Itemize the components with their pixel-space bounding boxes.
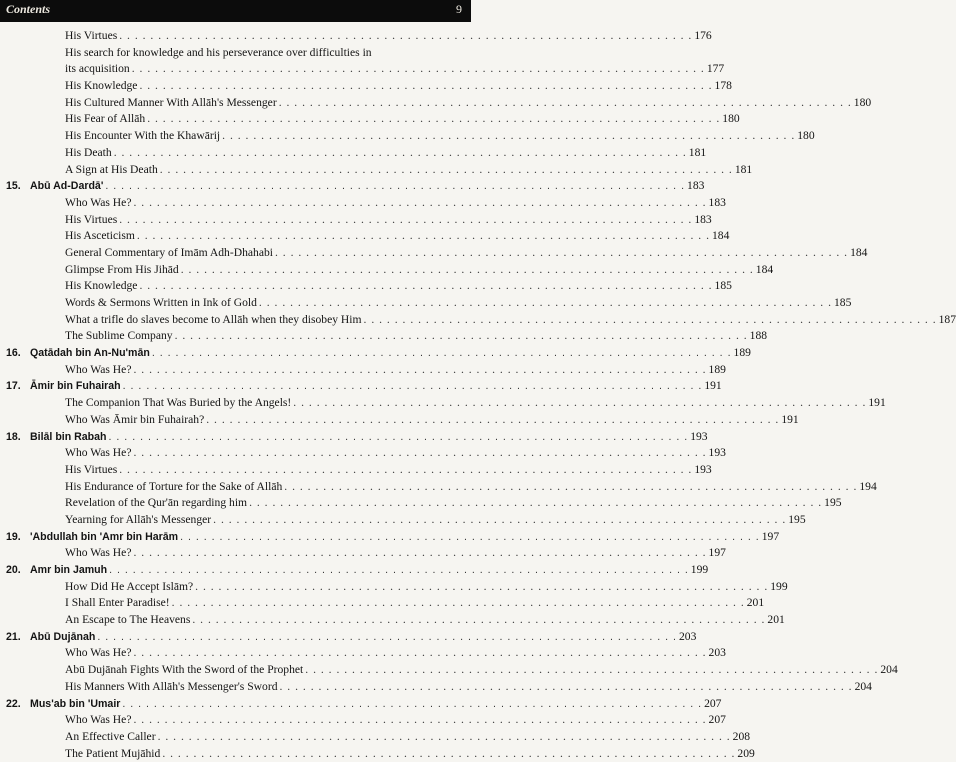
entry-title: His Endurance of Torture for the Sake of Allāh <box>65 479 283 493</box>
dot-leader: . . . . . . . . . . . . . . . . . . . . . . . . . . . . . . . . . . . . . . . . . . . . . . . . . . . . . . . . . . . . . . . . . . . . . . . . . . <box>108 430 689 443</box>
dot-leader: . . . . . . . . . . . . . . . . . . . . . . . . . . . . . . . . . . . . . . . . . . . . . . . . . . . . . . . . . . . . . . . . . . . . . . . . . . <box>131 62 705 76</box>
entry-title: His Death <box>65 145 112 159</box>
entry-page-number: 189 <box>733 346 751 360</box>
entry-page-number: 180 <box>722 112 740 126</box>
entry-title: Words & Sermons Written in Ink of Gold <box>65 296 257 309</box>
dot-leader: . . . . . . . . . . . . . . . . . . . . . . . . . . . . . . . . . . . . . . . . . . . . . . . . . . . . . . . . . . . . . . . . . . . . . . . . . . <box>119 29 693 42</box>
dot-leader: . . . . . . . . . . . . . . . . . . . . . . . . . . . . . . . . . . . . . . . . . . . . . . . . . . . . . . . . . . . . . . . . . . . . . . . . . . <box>97 630 677 643</box>
chapter-number: 21. <box>6 630 21 643</box>
dot-leader: . . . . . . . . . . . . . . . . . . . . . . . . . . . . . . . . . . . . . . . . . . . . . . . . . . . . . . . . . . . . . . . . . . . . . . . . . . <box>274 245 849 259</box>
toc-entry[interactable] <box>6 462 712 479</box>
entry-title: What a trifle do slaves become to Allāh when they disobey Him <box>65 312 362 326</box>
dot-leader: . . . . . . . . . . . . . . . . . . . . . . . . . . . . . . . . . . . . . . . . . . . . . . . . . . . . . . . . . . . . . . . . . . . . . . . . . . <box>195 579 769 593</box>
toc-entry[interactable] <box>6 278 732 295</box>
toc-entry[interactable] <box>6 445 726 462</box>
entry-page-number: 195 <box>788 512 806 526</box>
chapter-number: 19. <box>6 530 21 543</box>
toc-entry[interactable] <box>6 495 842 512</box>
toc-entry[interactable] <box>6 212 712 229</box>
toc-entry[interactable] <box>6 128 815 145</box>
entry-title: Abū Ad-Dardā' <box>30 180 104 193</box>
entry-title: His Knowledge <box>65 279 138 293</box>
entry-page-number: 185 <box>714 279 732 293</box>
entry-title: Glimpse From His Jihād <box>65 262 179 276</box>
toc-entry[interactable] <box>6 645 726 662</box>
entry-title: His Virtues <box>65 462 118 476</box>
entry-page-number: 189 <box>708 362 726 376</box>
toc-entry[interactable] <box>6 61 725 78</box>
entry-page-number: 184 <box>755 262 774 276</box>
toc-chapter-entry[interactable] <box>6 562 709 579</box>
entry-title: The Patient Mujāhid <box>65 746 161 760</box>
dot-leader: . . . . . . . . . . . . . . . . . . . . . . . . . . . . . . . . . . . . . . . . . . . . . . . . . . . . . . . . . . . . . . . . . . . . . . . . . . <box>249 496 823 510</box>
toc-entry[interactable] <box>6 746 755 762</box>
entry-title: Who Was He? <box>65 446 132 460</box>
dot-leader: . . . . . . . . . . . . . . . . . . . . . . . . . . . . . . . . . . . . . . . . . . . . . . . . . . . . . . . . . . . . . . . . . . . . . . . . . . <box>133 195 707 209</box>
entry-title: Revelation of the Qur'ān regarding him <box>65 496 248 510</box>
entry-title: Who Was He? <box>65 646 132 660</box>
dot-leader: . . . . . . . . . . . . . . . . . . . . . . . . . . . . . . . . . . . . . . . . . . . . . . . . . . . . . . . . . . . . . . . . . . . . . . . . . . <box>171 596 745 610</box>
entry-page-number: 180 <box>853 95 872 109</box>
entry-title: Who Was Āmir bin Fuhairah? <box>65 412 205 426</box>
chapter-number: 20. <box>6 564 21 576</box>
dot-leader: . . . . . . . . . . . . . . . . . . . . . . . . . . . . . . . . . . . . . . . . . . . . . . . . . . . . . . . . . . . . . . . . . . . . . . . . . . <box>180 530 760 543</box>
dot-leader: . . . . . . . . . . . . . . . . . . . . . . . . . . . . . . . . . . . . . . . . . . . . . . . . . . . . . . . . . . . . . . . . . . . . . . . . . . <box>133 446 707 460</box>
entry-title: Who Was He? <box>65 546 132 560</box>
dot-leader: . . . . . . . . . . . . . . . . . . . . . . . . . . . . . . . . . . . . . . . . . . . . . . . . . . . . . . . . . . . . . . . . . . . . . . . . . . <box>213 512 787 526</box>
toc-chapter-entry[interactable] <box>6 629 697 646</box>
entry-page-number: 176 <box>694 29 712 42</box>
entry-page-number: 177 <box>706 62 725 76</box>
toc-entry[interactable] <box>6 78 732 95</box>
dot-leader: . . . . . . . . . . . . . . . . . . . . . . . . . . . . . . . . . . . . . . . . . . . . . . . . . . . . . . . . . . . . . . . . . . . . . . . . . . <box>305 663 879 677</box>
entry-title: its acquisition <box>65 62 130 76</box>
entry-page-number: 201 <box>746 596 765 610</box>
dot-leader: . . . . . . . . . . . . . . . . . . . . . . . . . . . . . . . . . . . . . . . . . . . . . . . . . . . . . . . . . . . . . . . . . . . . . . . . . . <box>180 262 754 276</box>
entry-title: His Manners With Allāh's Messenger's Sword <box>65 679 278 693</box>
dot-leader: . . . . . . . . . . . . . . . . . . . . . . . . . . . . . . . . . . . . . . . . . . . . . . . . . . . . . . . . . . . . . . . . . . . . . . . . . . <box>139 279 713 293</box>
entry-title: An Effective Caller <box>65 729 156 743</box>
toc-entry[interactable] <box>6 512 806 529</box>
toc-entry[interactable] <box>6 679 872 696</box>
entry-page-number: 197 <box>708 546 726 560</box>
toc-entry[interactable] <box>6 579 788 596</box>
toc-entry[interactable] <box>6 111 740 128</box>
entry-page-number: 187 <box>938 312 956 326</box>
toc-entry[interactable] <box>6 195 726 212</box>
entry-page-number: 195 <box>824 496 842 510</box>
dot-leader: . . . . . . . . . . . . . . . . . . . . . . . . . . . . . . . . . . . . . . . . . . . . . . . . . . . . . . . . . . . . . . . . . . . . . . . . . . <box>278 95 852 109</box>
page-header <box>0 0 471 22</box>
entry-title: The Sublime Company <box>65 329 173 343</box>
dot-leader: . . . . . . . . . . . . . . . . . . . . . . . . . . . . . . . . . . . . . . . . . . . . . . . . . . . . . . . . . . . . . . . . . . . . . . . . . . <box>105 180 686 193</box>
table-of-contents <box>6 28 956 762</box>
dot-leader: . . . . . . . . . . . . . . . . . . . . . . . . . . . . . . . . . . . . . . . . . . . . . . . . . . . . . . . . . . . . . . . . . . . . . . . . . . <box>363 312 937 326</box>
chapter-number: 16. <box>6 347 21 360</box>
entry-page-number: 194 <box>859 479 877 493</box>
entry-page-number: 184 <box>711 229 730 243</box>
entry-page-number: 203 <box>708 646 726 660</box>
toc-chapter-entry[interactable] <box>6 529 780 546</box>
entry-title: I Shall Enter Paradise! <box>65 596 170 610</box>
entry-page-number: 183 <box>708 195 726 209</box>
entry-title: Mus'ab bin 'Umair <box>30 697 121 710</box>
running-title: Contents <box>6 2 51 16</box>
entry-title: Who Was He? <box>65 362 132 376</box>
chapter-number: 15. <box>6 180 21 193</box>
chapter-number: 22. <box>6 697 21 710</box>
entry-page-number: 207 <box>708 713 726 727</box>
entry-page-number: 203 <box>679 629 697 643</box>
toc-entry[interactable] <box>6 312 956 329</box>
toc-entry[interactable] <box>6 545 726 562</box>
entry-title: His Encounter With the Khawārij <box>65 129 221 143</box>
entry-title: His Virtues <box>65 29 118 42</box>
entry-title: His Knowledge <box>65 79 138 93</box>
entry-page-number: 178 <box>714 79 732 93</box>
dot-leader: . . . . . . . . . . . . . . . . . . . . . . . . . . . . . . . . . . . . . . . . . . . . . . . . . . . . . . . . . . . . . . . . . . . . . . . . . . <box>133 362 707 376</box>
page-number: 9 <box>456 2 462 16</box>
toc-entry[interactable] <box>6 362 726 379</box>
entry-title: General Commentary of Imām Adh-Dhahabi <box>65 245 273 259</box>
dot-leader: . . . . . . . . . . . . . . . . . . . . . . . . . . . . . . . . . . . . . . . . . . . . . . . . . . . . . . . . . . . . . . . . . . . . . . . . . . <box>119 212 693 226</box>
entry-page-number: 183 <box>687 179 705 193</box>
dot-leader: . . . . . . . . . . . . . . . . . . . . . . . . . . . . . . . . . . . . . . . . . . . . . . . . . . . . . . . . . . . . . . . . . . . . . . . . . . <box>258 296 832 309</box>
toc-chapter-entry[interactable] <box>6 378 722 395</box>
entry-page-number: 193 <box>694 462 712 476</box>
entry-page-number: 181 <box>688 145 707 159</box>
entry-title: Who Was He? <box>65 713 132 727</box>
dot-leader: . . . . . . . . . . . . . . . . . . . . . . . . . . . . . . . . . . . . . . . . . . . . . . . . . . . . . . . . . . . . . . . . . . . . . . . . . . <box>293 396 867 410</box>
entry-page-number: 193 <box>690 429 708 443</box>
toc-entry[interactable] <box>6 95 872 112</box>
dot-leader: . . . . . . . . . . . . . . . . . . . . . . . . . . . . . . . . . . . . . . . . . . . . . . . . . . . . . . . . . . . . . . . . . . . . . . . . . . <box>174 329 748 343</box>
toc-chapter-entry[interactable] <box>6 696 722 713</box>
dot-leader: . . . . . . . . . . . . . . . . . . . . . . . . . . . . . . . . . . . . . . . . . . . . . . . . . . . . . . . . . . . . . . . . . . . . . . . . . . <box>284 479 858 493</box>
entry-title: His Cultured Manner With Allāh's Messenger <box>65 95 277 109</box>
entry-page-number: 199 <box>770 579 788 593</box>
toc-chapter-entry[interactable] <box>6 178 705 195</box>
dot-leader: . . . . . . . . . . . . . . . . . . . . . . . . . . . . . . . . . . . . . . . . . . . . . . . . . . . . . . . . . . . . . . . . . . . . . . . . . . <box>151 347 732 360</box>
toc-entry[interactable] <box>6 479 877 496</box>
entry-page-number: 191 <box>704 379 722 393</box>
toc-entry[interactable] <box>6 45 458 62</box>
toc-entry[interactable] <box>6 162 753 179</box>
dot-leader: . . . . . . . . . . . . . . . . . . . . . . . . . . . . . . . . . . . . . . . . . . . . . . . . . . . . . . . . . . . . . . . . . . . . . . . . . . <box>133 713 707 727</box>
entry-title: His Fear of Allāh <box>65 112 146 126</box>
entry-title: The Companion That Was Buried by the Angels! <box>65 396 292 410</box>
chapter-number: 17. <box>6 380 21 393</box>
toc-entry[interactable] <box>6 712 726 729</box>
entry-page-number: 183 <box>694 212 712 226</box>
entry-page-number: 207 <box>704 696 722 710</box>
entry-title: Who Was He? <box>65 195 132 209</box>
toc-entry[interactable] <box>6 28 712 45</box>
entry-title: A Sign at His Death <box>65 162 158 176</box>
entry-title: Qatādah bin An-Nu'mān <box>30 347 150 360</box>
toc-entry[interactable] <box>6 612 785 629</box>
entry-page-number: 208 <box>732 729 751 743</box>
entry-title: Āmir bin Fuhairah <box>30 380 121 393</box>
dot-leader: . . . . . . . . . . . . . . . . . . . . . . . . . . . . . . . . . . . . . . . . . . . . . . . . . . . . . . . . . . . . . . . . . . . . . . . . . . <box>222 129 796 143</box>
dot-leader: . . . . . . . . . . . . . . . . . . . . . . . . . . . . . . . . . . . . . . . . . . . . . . . . . . . . . . . . . . . . . . . . . . . . . . . . . . <box>139 79 713 93</box>
dot-leader: . . . . . . . . . . . . . . . . . . . . . . . . . . . . . . . . . . . . . . . . . . . . . . . . . . . . . . . . . . . . . . . . . . . . . . . . . . <box>162 746 736 760</box>
entry-title: Bilāl bin Rabah <box>30 430 107 443</box>
entry-page-number: 191 <box>781 412 799 426</box>
dot-leader: . . . . . . . . . . . . . . . . . . . . . . . . . . . . . . . . . . . . . . . . . . . . . . . . . . . . . . . . . . . . . . . . . . . . . . . . . . <box>279 679 853 693</box>
entry-title: Abū Dujānah Fights With the Sword of the Prophet <box>65 663 304 677</box>
toc-entry[interactable] <box>6 662 898 679</box>
dot-leader: . . . . . . . . . . . . . . . . . . . . . . . . . . . . . . . . . . . . . . . . . . . . . . . . . . . . . . . . . . . . . . . . . . . . . . . . . . <box>192 613 766 627</box>
dot-leader: . . . . . . . . . . . . . . . . . . . . . . . . . . . . . . . . . . . . . . . . . . . . . . . . . . . . . . . . . . . . . . . . . . . . . . . . . . <box>133 646 707 660</box>
entry-title: Abū Dujānah <box>30 630 96 643</box>
entry-page-number: 180 <box>797 129 815 143</box>
dot-leader: . . . . . . . . . . . . . . . . . . . . . . . . . . . . . . . . . . . . . . . . . . . . . . . . . . . . . . . . . . . . . . . . . . . . . . . . . . <box>157 729 731 743</box>
dot-leader: . . . . . . . . . . . . . . . . . . . . . . . . . . . . . . . . . . . . . . . . . . . . . . . . . . . . . . . . . . . . . . . . . . . . . . . . . . <box>206 412 780 426</box>
entry-page-number: 185 <box>834 296 852 309</box>
entry-page-number: 204 <box>854 679 872 693</box>
dot-leader: . . . . . . . . . . . . . . . . . . . . . . . . . . . . . . . . . . . . . . . . . . . . . . . . . . . . . . . . . . . . . . . . . . . . . . . . . . <box>136 229 710 243</box>
entry-title: Amr bin Jamuh <box>30 564 108 576</box>
toc-entry[interactable] <box>6 729 751 746</box>
entry-title: 'Abdullah bin 'Amr bin Harām <box>30 530 179 543</box>
dot-leader: . . . . . . . . . . . . . . . . . . . . . . . . . . . . . . . . . . . . . . . . . . . . . . . . . . . . . . . . . . . . . . . . . . . . . . . . . . <box>159 162 733 176</box>
entry-page-number: 204 <box>880 663 898 677</box>
dot-leader: . . . . . . . . . . . . . . . . . . . . . . . . . . . . . . . . . . . . . . . . . . . . . . . . . . . . . . . . . . . . . . . . . . . . . . . . . . <box>122 380 703 393</box>
dot-leader: . . . . . . . . . . . . . . . . . . . . . . . . . . . . . . . . . . . . . . . . . . . . . . . . . . . . . . . . . . . . . . . . . . . . . . . . . . <box>147 112 721 126</box>
toc-entry[interactable] <box>6 228 730 245</box>
dot-leader: . . . . . . . . . . . . . . . . . . . . . . . . . . . . . . . . . . . . . . . . . . . . . . . . . . . . . . . . . . . . . . . . . . . . . . . . . . <box>119 462 693 476</box>
toc-chapter-entry[interactable] <box>6 345 751 362</box>
entry-page-number: 193 <box>708 446 726 460</box>
dot-leader: . . . . . . . . . . . . . . . . . . . . . . . . . . . . . . . . . . . . . . . . . . . . . . . . . . . . . . . . . . . . . . . . . . . . . . . . . . <box>109 564 689 576</box>
chapter-number: 18. <box>6 430 21 443</box>
entry-title: How Did He Accept Islām? <box>65 579 194 593</box>
toc-entry[interactable] <box>6 328 768 345</box>
entry-page-number: 191 <box>868 396 886 410</box>
entry-page-number: 201 <box>767 613 785 627</box>
dot-leader: . . . . . . . . . . . . . . . . . . . . . . . . . . . . . . . . . . . . . . . . . . . . . . . . . . . . . . . . . . . . . . . . . . . . . . . . . . <box>133 546 707 560</box>
entry-page-number: 184 <box>850 245 868 259</box>
entry-page-number: 188 <box>749 329 768 343</box>
toc-entry[interactable] <box>6 295 852 312</box>
entry-title: His Asceticism <box>65 229 135 243</box>
toc-entry[interactable] <box>6 412 799 429</box>
dot-leader: . . . . . . . . . . . . . . . . . . . . . . . . . . . . . . . . . . . . . . . . . . . . . . . . . . . . . . . . . . . . . . . . . . . . . . . . . . <box>122 697 703 710</box>
entry-title: His Virtues <box>65 212 118 226</box>
toc-entry[interactable] <box>6 245 868 262</box>
entry-page-number: 197 <box>761 529 780 543</box>
entry-page-number: 209 <box>737 746 755 760</box>
toc-chapter-entry[interactable] <box>6 429 708 446</box>
toc-entry[interactable] <box>6 395 886 412</box>
toc-entry[interactable] <box>6 262 774 279</box>
entry-title: His search for knowledge and his perseverance over difficulties in <box>65 45 372 59</box>
entry-title: Yearning for Allāh's Messenger <box>65 512 212 526</box>
entry-page-number: 199 <box>690 563 709 576</box>
toc-entry[interactable] <box>6 595 765 612</box>
entry-page-number: 181 <box>734 162 753 176</box>
dot-leader: . . . . . . . . . . . . . . . . . . . . . . . . . . . . . . . . . . . . . . . . . . . . . . . . . . . . . . . . . . . . . . . . . . . . . . . . . . <box>113 145 687 159</box>
entry-title: An Escape to The Heavens <box>65 613 191 627</box>
toc-entry[interactable] <box>6 145 707 162</box>
